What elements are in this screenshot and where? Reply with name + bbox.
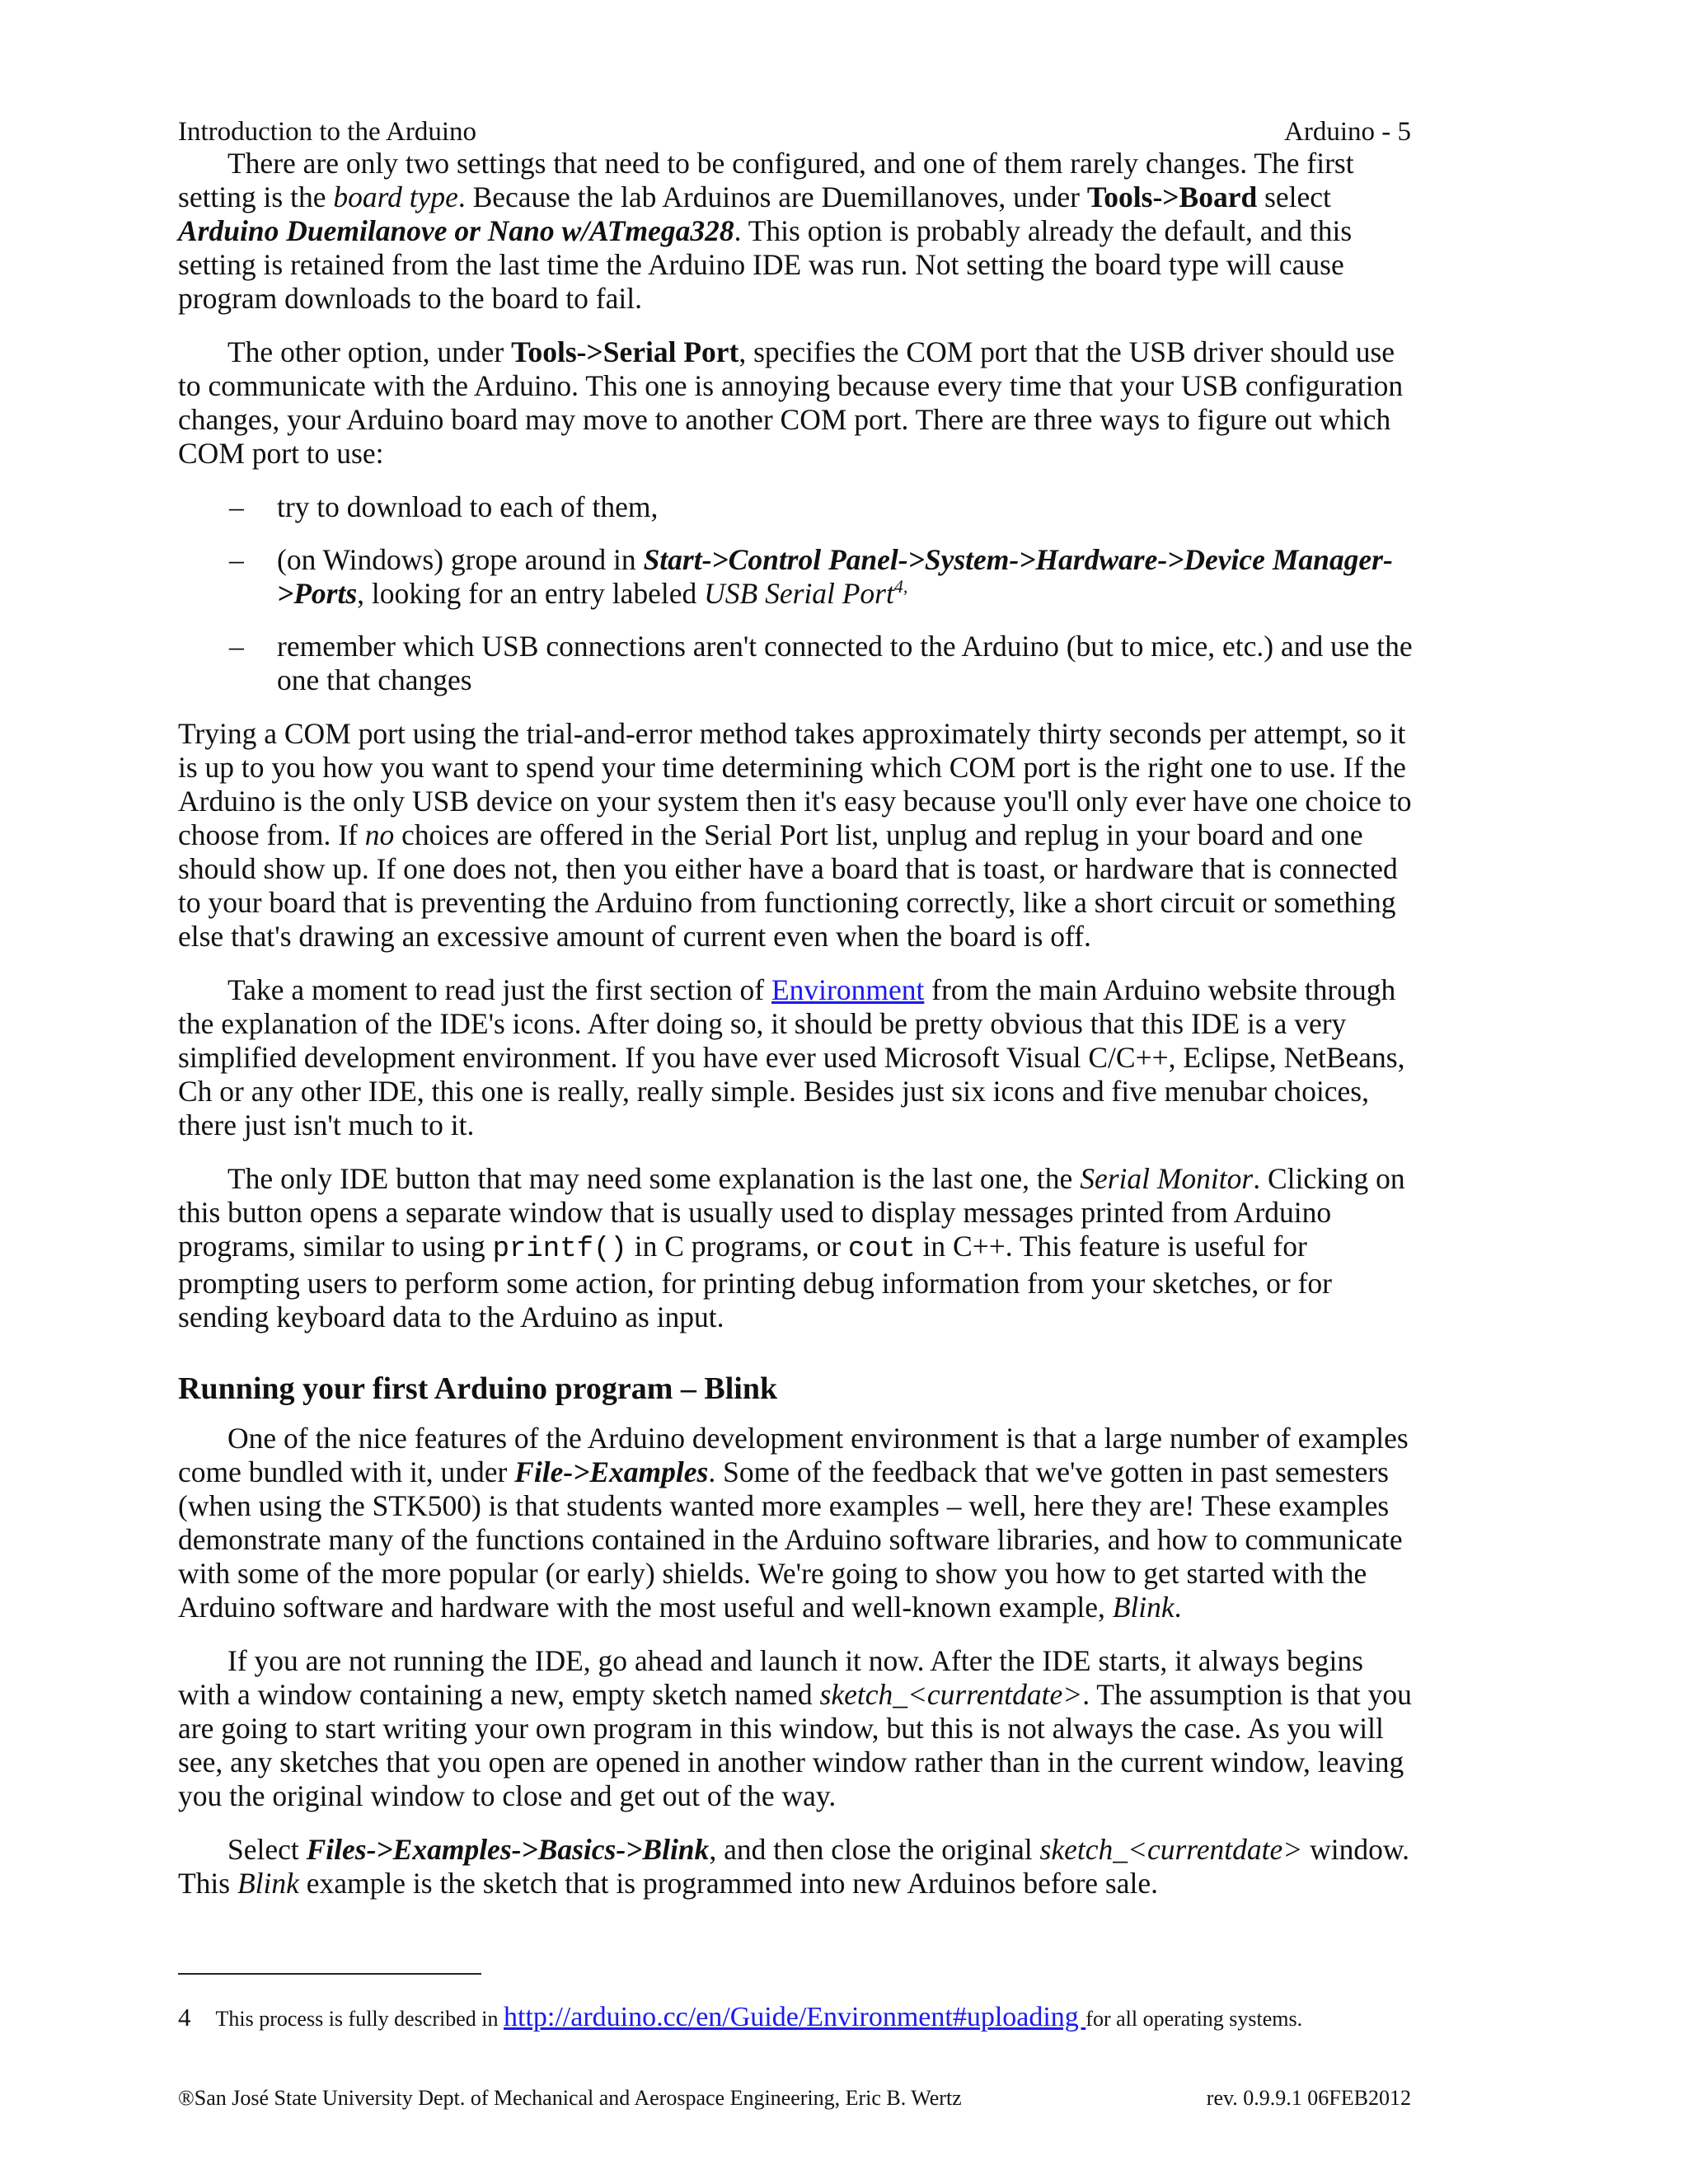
dash-bullet: –	[229, 490, 244, 523]
environment-link[interactable]: Environment	[771, 973, 925, 1006]
dash-bullet: –	[229, 543, 244, 576]
footnote-text-end: for all operating systems.	[1085, 2007, 1303, 2031]
code-printf: printf()	[492, 1234, 627, 1265]
code-cout: cout	[848, 1234, 916, 1265]
footnote-url-link[interactable]: http://arduino.cc/en/Guide/Environment#uploading	[504, 2002, 1086, 2032]
paragraph-select-blink: Select Files->Examples->Basics->Blink, and then close the original sketch_<currentdate> window. This Blink example is the sketch that is programmed into new Arduinos before sale.	[178, 1833, 1410, 1900]
footer-copyright: ®San José State University Dept. of Mechanical and Aerospace Engineering, Eric B. Wertz	[178, 2086, 962, 2110]
paragraph-board-type: There are only two settings that need to be configured, and one of them rarely changes. The first setting is the board type. Because the lab Arduinos are Duemillanoves, under Tools->Board select Arduino Duemilanove or Nano w/ATmega328. This option is probably already the default, and this setting is retained from the last time the Arduino IDE was run. Not setting the board type will cause program downloads to the board to fail.	[178, 147, 1354, 315]
dash-bullet: –	[229, 630, 244, 663]
footnote-reference[interactable]: 4,	[893, 576, 908, 598]
paragraph-serial-port: The other option, under Tools->Serial Port, specifies the COM port that the USB driver should use to communicate with the Arduino. This one is annoying because every time that your USB configuration changes, your Arduino board may move to another COM port. There are three ways to figure out which COM port to use:	[178, 335, 1404, 470]
list-item: – try to download to each of them,	[229, 490, 659, 523]
paragraph-launch-ide: If you are not running the IDE, go ahead and launch it now. After the IDE starts, it always begins with a window containing a new, empty sketch named sketch_<currentdate>. The assumption is that you are going to start writing your own program in this window, but this is not always the case. As you will see, any sketches that you open are opened in another window rather than in the current window, leaving you the original window to close and get out of the way.	[178, 1644, 1412, 1812]
footnote-separator	[178, 1973, 481, 1975]
header-title: Introduction to the Arduino	[178, 117, 477, 147]
list-item: – remember which USB connections aren't connected to the Arduino (but to mice, etc.) and use the one that changes	[229, 630, 1413, 696]
document-body	[178, 147, 1414, 1920]
footnote-text: This process is fully described in	[215, 2007, 504, 2031]
list-item: – (on Windows) grope around in Start->Control Panel->System->Hardware->Device Manager->Ports, looking for an entry labeled USB Serial Port$^{4,}$	[229, 543, 1393, 610]
footnote-number: 4	[178, 2003, 191, 2032]
section-heading: Running your first Arduino program – Blink	[178, 1371, 778, 1406]
header-page-number: Arduino - 5	[1284, 117, 1411, 147]
paragraph-trial-and-error: Trying a COM port using the trial-and-error method takes approximately thirty seconds per attempt, so it is up to you how you want to spend your time determining which COM port is the right one to use. If the Arduino is the only USB device on your system then it's easy because you'll only ever have one choice to choose from. If no choices are offered in the Serial Port list, unplug and replug in your board and one should show up. If one does not, then you either have a board that is toast, or hardware that is connected to your board that is preventing the Arduino from functioning correctly, like a short circuit or something else that's drawing an excessive amount of current even when the board is off.	[178, 717, 1412, 953]
paragraph-environment: Take a moment to read just the first section of Environment from the main Arduino website through the explanation of the IDE's icons. After doing so, it should be pretty obvious that this IDE is a very simplified development environment. If you have ever used Microsoft Visual C/C++, Eclipse, NetBeans, Ch or any other IDE, this one is really, really simple. Besides just six icons and five menubar choices, there just isn't much to it.	[178, 973, 1405, 1141]
com-port-methods-list	[178, 490, 1414, 697]
footnote	[178, 2001, 1414, 2036]
paragraph-serial-monitor: The only IDE button that may need some explanation is the last one, the Serial Monitor. Clicking on this button opens a separate window that is usually used to display messages printed from Arduino programs, similar to using printf() in C programs, or cout in C++. This feature is useful for prompting users to perform some action, for printing debug information from your sketches, or for sending keyboard data to the Arduino as input.	[178, 1162, 1405, 1333]
paragraph-examples: One of the nice features of the Arduino development environment is that a large number of examples come bundled with it, under File->Examples. Some of the feedback that we've gotten in past semesters (when using the STK500) is that students wanted more examples – well, here they are! These examples demonstrate many of the functions contained in the Arduino software libraries, and how to communicate with some of the more popular (or early) shields. We're going to show you how to get started with the Arduino software and hardware with the most useful and well-known example, Blink.	[178, 1422, 1409, 1624]
footer-revision: rev. 0.9.9.1 06FEB2012	[1206, 2086, 1411, 2110]
